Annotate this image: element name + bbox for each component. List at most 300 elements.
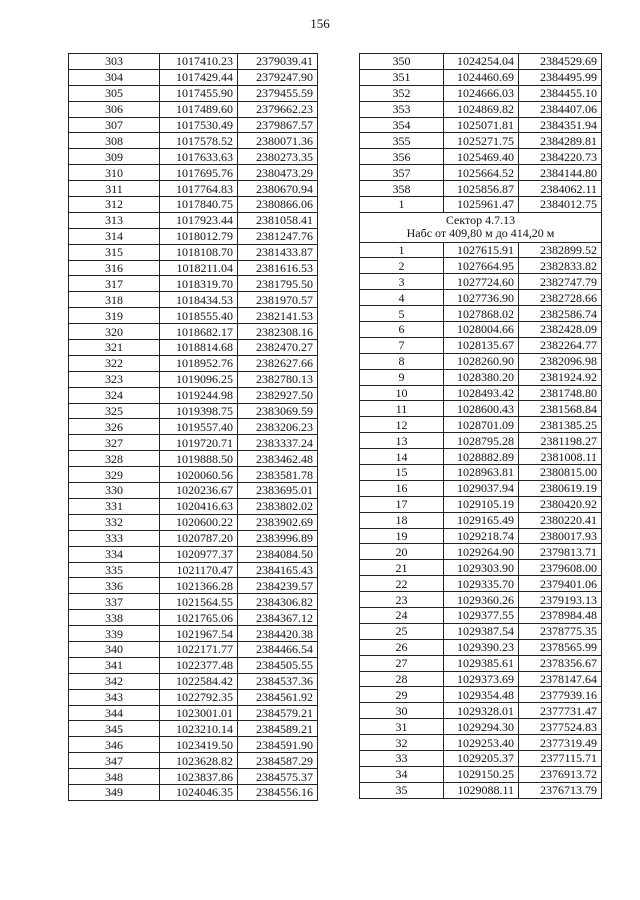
- table-row: [69, 514, 318, 530]
- point-number-cell: 345: [69, 721, 160, 737]
- point-number-cell: 327: [69, 435, 160, 451]
- y-coordinate-cell: 2379193.13: [519, 592, 602, 608]
- table-row: [69, 149, 318, 165]
- point-number-cell: 21: [360, 560, 444, 576]
- point-number-cell: 312: [69, 197, 160, 213]
- point-number-cell: 304: [69, 69, 160, 85]
- table-row: [360, 242, 602, 258]
- y-coordinate-cell: 2378565.99: [519, 639, 602, 655]
- y-coordinate-cell: 2383069.59: [238, 403, 318, 419]
- y-coordinate-cell: 2377319.49: [519, 735, 602, 751]
- sector-title: Сектор 4.7.13: [445, 213, 516, 228]
- y-coordinate-cell: 2384407.06: [519, 101, 602, 117]
- table-row: [69, 737, 318, 753]
- y-coordinate-cell: 2381008.11: [519, 449, 602, 465]
- table-row: [360, 496, 602, 512]
- x-coordinate-cell: 1029385.61: [444, 655, 519, 671]
- table-row: [360, 181, 602, 197]
- table-row: [69, 530, 318, 546]
- x-coordinate-cell: 1024869.82: [444, 101, 519, 117]
- point-number-cell: 346: [69, 737, 160, 753]
- x-coordinate-cell: 1029373.69: [444, 671, 519, 687]
- point-number-cell: 20: [360, 544, 444, 560]
- x-coordinate-cell: 1021765.06: [160, 610, 238, 626]
- point-number-cell: 12: [360, 417, 444, 433]
- table-row: [360, 385, 602, 401]
- table-row: [69, 562, 318, 578]
- y-coordinate-cell: 2384505.55: [238, 657, 318, 673]
- point-number-cell: 15: [360, 464, 444, 480]
- point-number-cell: 8: [360, 353, 444, 369]
- x-coordinate-cell: 1020600.22: [160, 514, 238, 530]
- y-coordinate-cell: 2382833.82: [519, 258, 602, 274]
- left-coordinates-table: [68, 53, 318, 801]
- x-coordinate-cell: 1020060.56: [160, 467, 238, 483]
- point-number-cell: 13: [360, 433, 444, 449]
- y-coordinate-cell: 2381795.50: [238, 276, 318, 292]
- table-row: [360, 512, 602, 528]
- y-coordinate-cell: 2384306.82: [238, 594, 318, 610]
- x-coordinate-cell: 1029037.94: [444, 480, 519, 496]
- x-coordinate-cell: 1027615.91: [444, 242, 519, 258]
- y-coordinate-cell: 2384495.99: [519, 69, 602, 85]
- y-coordinate-cell: 2379608.00: [519, 560, 602, 576]
- y-coordinate-cell: 2382428.09: [519, 321, 602, 337]
- table-row: [360, 337, 602, 353]
- x-coordinate-cell: 1028963.81: [444, 464, 519, 480]
- table-row: [69, 403, 318, 419]
- x-coordinate-cell: 1019557.40: [160, 419, 238, 435]
- x-coordinate-cell: 1025856.87: [444, 181, 519, 197]
- point-number-cell: 313: [69, 212, 160, 228]
- table-row: [360, 290, 602, 306]
- point-number-cell: 352: [360, 85, 444, 101]
- point-number-cell: 14: [360, 449, 444, 465]
- table-row: [360, 687, 602, 703]
- table-row: [360, 703, 602, 719]
- x-coordinate-cell: 1021564.55: [160, 594, 238, 610]
- table-row: [360, 165, 602, 181]
- point-number-cell: 320: [69, 324, 160, 340]
- y-coordinate-cell: 2384420.38: [238, 626, 318, 642]
- point-number-cell: 24: [360, 607, 444, 623]
- y-coordinate-cell: 2382780.13: [238, 371, 318, 387]
- table-row: [69, 308, 318, 324]
- table-row: [360, 782, 602, 798]
- x-coordinate-cell: 1017764.83: [160, 181, 238, 197]
- point-number-cell: 23: [360, 592, 444, 608]
- x-coordinate-cell: 1019888.50: [160, 451, 238, 467]
- x-coordinate-cell: 1025071.81: [444, 117, 519, 133]
- table-row: [69, 355, 318, 371]
- point-number-cell: 307: [69, 117, 160, 133]
- point-number-cell: 316: [69, 260, 160, 276]
- point-number-cell: 357: [360, 165, 444, 181]
- x-coordinate-cell: 1023210.14: [160, 721, 238, 737]
- point-number-cell: 34: [360, 766, 444, 782]
- y-coordinate-cell: 2383206.23: [238, 419, 318, 435]
- point-number-cell: 358: [360, 181, 444, 197]
- point-number-cell: 314: [69, 228, 160, 244]
- point-number-cell: 28: [360, 671, 444, 687]
- y-coordinate-cell: 2382728.66: [519, 290, 602, 306]
- y-coordinate-cell: 2379039.41: [238, 54, 318, 70]
- x-coordinate-cell: 1027664.95: [444, 258, 519, 274]
- x-coordinate-cell: 1029294.30: [444, 719, 519, 735]
- point-number-cell: 333: [69, 530, 160, 546]
- y-coordinate-cell: 2384575.37: [238, 769, 318, 785]
- table-row: [69, 641, 318, 657]
- y-coordinate-cell: 2382586.74: [519, 306, 602, 322]
- x-coordinate-cell: 1029335.70: [444, 576, 519, 592]
- table-row: [360, 560, 602, 576]
- point-number-cell: 319: [69, 308, 160, 324]
- table-row: [360, 306, 602, 322]
- y-coordinate-cell: 2383996.89: [238, 530, 318, 546]
- y-coordinate-cell: 2377731.47: [519, 703, 602, 719]
- x-coordinate-cell: 1029354.48: [444, 687, 519, 703]
- y-coordinate-cell: 2377524.83: [519, 719, 602, 735]
- y-coordinate-cell: 2384239.57: [238, 578, 318, 594]
- point-number-cell: 7: [360, 337, 444, 353]
- table-row: [69, 387, 318, 403]
- y-coordinate-cell: 2384466.54: [238, 641, 318, 657]
- point-number-cell: 350: [360, 54, 444, 70]
- y-coordinate-cell: 2378775.35: [519, 623, 602, 639]
- x-coordinate-cell: 1024254.04: [444, 54, 519, 70]
- table-row: [360, 85, 602, 101]
- y-coordinate-cell: 2384220.73: [519, 149, 602, 165]
- point-number-cell: 25: [360, 623, 444, 639]
- table-row: [360, 369, 602, 385]
- x-coordinate-cell: 1029150.25: [444, 766, 519, 782]
- x-coordinate-cell: 1029205.37: [444, 751, 519, 767]
- table-row: [69, 784, 318, 800]
- x-coordinate-cell: 1029387.54: [444, 623, 519, 639]
- x-coordinate-cell: 1028701.09: [444, 417, 519, 433]
- x-coordinate-cell: 1028493.42: [444, 385, 519, 401]
- x-coordinate-cell: 1018012.79: [160, 228, 238, 244]
- point-number-cell: 323: [69, 371, 160, 387]
- table-row: [360, 69, 602, 85]
- x-coordinate-cell: 1024046.35: [160, 784, 238, 800]
- x-coordinate-cell: 1023628.82: [160, 753, 238, 769]
- x-coordinate-cell: 1029377.55: [444, 607, 519, 623]
- point-number-cell: 331: [69, 498, 160, 514]
- table-row: [69, 451, 318, 467]
- point-number-cell: 306: [69, 101, 160, 117]
- table-row: [69, 594, 318, 610]
- point-number-cell: 308: [69, 133, 160, 149]
- table-row: [69, 689, 318, 705]
- point-number-cell: 9: [360, 369, 444, 385]
- y-coordinate-cell: 2384579.21: [238, 705, 318, 721]
- table-row: [360, 401, 602, 417]
- y-coordinate-cell: 2384165.43: [238, 562, 318, 578]
- x-coordinate-cell: 1019720.71: [160, 435, 238, 451]
- table-row: [69, 705, 318, 721]
- x-coordinate-cell: 1027736.90: [444, 290, 519, 306]
- y-coordinate-cell: 2382627.66: [238, 355, 318, 371]
- y-coordinate-cell: 2381970.57: [238, 292, 318, 308]
- point-number-cell: 351: [360, 69, 444, 85]
- y-coordinate-cell: 2383462.48: [238, 451, 318, 467]
- point-number-cell: 322: [69, 355, 160, 371]
- table-row: [360, 417, 602, 433]
- x-coordinate-cell: 1029303.90: [444, 560, 519, 576]
- x-coordinate-cell: 1029328.01: [444, 703, 519, 719]
- point-number-cell: 10: [360, 385, 444, 401]
- table-row: [69, 165, 318, 181]
- table-row: [360, 639, 602, 655]
- table-row: [360, 258, 602, 274]
- y-coordinate-cell: 2384556.16: [238, 784, 318, 800]
- y-coordinate-cell: 2382470.27: [238, 340, 318, 356]
- x-coordinate-cell: 1017530.49: [160, 117, 238, 133]
- table-row: [360, 101, 602, 117]
- y-coordinate-cell: 2384455.10: [519, 85, 602, 101]
- table-row: [69, 181, 318, 197]
- point-number-cell: 6: [360, 321, 444, 337]
- point-number-cell: 303: [69, 54, 160, 70]
- table-row: [69, 228, 318, 244]
- table-row: [360, 321, 602, 337]
- y-coordinate-cell: 2384591.90: [238, 737, 318, 753]
- x-coordinate-cell: 1018682.17: [160, 324, 238, 340]
- x-coordinate-cell: 1017455.90: [160, 85, 238, 101]
- point-number-cell: 315: [69, 244, 160, 260]
- point-number-cell: 11: [360, 401, 444, 417]
- point-number-cell: 328: [69, 451, 160, 467]
- table-row: [69, 578, 318, 594]
- table-row: [69, 610, 318, 626]
- point-number-cell: 336: [69, 578, 160, 594]
- table-row: [69, 244, 318, 260]
- y-coordinate-cell: 2380866.06: [238, 197, 318, 213]
- table-row: [69, 276, 318, 292]
- table-row: [69, 753, 318, 769]
- y-coordinate-cell: 2380273.35: [238, 149, 318, 165]
- x-coordinate-cell: 1020787.20: [160, 530, 238, 546]
- point-number-cell: 305: [69, 85, 160, 101]
- table-row: [360, 433, 602, 449]
- point-number-cell: 338: [69, 610, 160, 626]
- table-row: [69, 419, 318, 435]
- point-number-cell: 321: [69, 340, 160, 356]
- table-row: [360, 464, 602, 480]
- point-number-cell: 335: [69, 562, 160, 578]
- table-row: [360, 751, 602, 767]
- y-coordinate-cell: 2384012.75: [519, 197, 602, 213]
- y-coordinate-cell: 2382747.79: [519, 274, 602, 290]
- table-row: [69, 133, 318, 149]
- x-coordinate-cell: 1028135.67: [444, 337, 519, 353]
- x-coordinate-cell: 1023419.50: [160, 737, 238, 753]
- page-number: 156: [310, 16, 330, 31]
- point-number-cell: 16: [360, 480, 444, 496]
- x-coordinate-cell: 1025961.47: [444, 197, 519, 213]
- point-number-cell: 3: [360, 274, 444, 290]
- table-row: [360, 149, 602, 165]
- table-row: [69, 54, 318, 70]
- x-coordinate-cell: 1022584.42: [160, 673, 238, 689]
- table-row: [360, 671, 602, 687]
- table-row: [69, 626, 318, 642]
- table-row: [69, 483, 318, 499]
- x-coordinate-cell: 1018319.70: [160, 276, 238, 292]
- x-coordinate-cell: 1025469.40: [444, 149, 519, 165]
- y-coordinate-cell: 2384561.92: [238, 689, 318, 705]
- y-coordinate-cell: 2380071.36: [238, 133, 318, 149]
- x-coordinate-cell: 1017410.23: [160, 54, 238, 70]
- y-coordinate-cell: 2378984.48: [519, 607, 602, 623]
- point-number-cell: 356: [360, 149, 444, 165]
- x-coordinate-cell: 1018952.76: [160, 355, 238, 371]
- point-number-cell: 347: [69, 753, 160, 769]
- y-coordinate-cell: 2383802.02: [238, 498, 318, 514]
- point-number-cell: 355: [360, 133, 444, 149]
- point-number-cell: 318: [69, 292, 160, 308]
- x-coordinate-cell: 1028600.43: [444, 401, 519, 417]
- x-coordinate-cell: 1028260.90: [444, 353, 519, 369]
- point-number-cell: 19: [360, 528, 444, 544]
- x-coordinate-cell: 1025271.75: [444, 133, 519, 149]
- x-coordinate-cell: 1027868.02: [444, 306, 519, 322]
- y-coordinate-cell: 2384289.81: [519, 133, 602, 149]
- table-row: [360, 449, 602, 465]
- table-row: [360, 528, 602, 544]
- x-coordinate-cell: 1025664.52: [444, 165, 519, 181]
- table-row: [69, 657, 318, 673]
- point-number-cell: 31: [360, 719, 444, 735]
- y-coordinate-cell: 2384062.11: [519, 181, 602, 197]
- y-coordinate-cell: 2379247.90: [238, 69, 318, 85]
- x-coordinate-cell: 1029105.19: [444, 496, 519, 512]
- y-coordinate-cell: 2381433.87: [238, 244, 318, 260]
- x-coordinate-cell: 1017923.44: [160, 212, 238, 228]
- table-row: [360, 623, 602, 639]
- point-number-cell: 332: [69, 514, 160, 530]
- x-coordinate-cell: 1017840.75: [160, 197, 238, 213]
- x-coordinate-cell: 1029264.90: [444, 544, 519, 560]
- x-coordinate-cell: 1017695.76: [160, 165, 238, 181]
- x-coordinate-cell: 1027724.60: [444, 274, 519, 290]
- point-number-cell: 311: [69, 181, 160, 197]
- y-coordinate-cell: 2381247.76: [238, 228, 318, 244]
- y-coordinate-cell: 2380619.19: [519, 480, 602, 496]
- y-coordinate-cell: 2382308.16: [238, 324, 318, 340]
- x-coordinate-cell: 1020977.37: [160, 546, 238, 562]
- table-row: [69, 546, 318, 562]
- point-number-cell: 349: [69, 784, 160, 800]
- x-coordinate-cell: 1028004.66: [444, 321, 519, 337]
- x-coordinate-cell: 1023001.01: [160, 705, 238, 721]
- y-coordinate-cell: 2380815.00: [519, 464, 602, 480]
- point-number-cell: 5: [360, 306, 444, 322]
- x-coordinate-cell: 1021967.54: [160, 626, 238, 642]
- point-number-cell: 1: [360, 197, 444, 213]
- y-coordinate-cell: 2381924.92: [519, 369, 602, 385]
- y-coordinate-cell: 2382927.50: [238, 387, 318, 403]
- y-coordinate-cell: 2382141.53: [238, 308, 318, 324]
- y-coordinate-cell: 2381198.27: [519, 433, 602, 449]
- point-number-cell: 22: [360, 576, 444, 592]
- table-row: [69, 769, 318, 785]
- point-number-cell: 317: [69, 276, 160, 292]
- table-row: [360, 576, 602, 592]
- y-coordinate-cell: 2376913.72: [519, 766, 602, 782]
- point-number-cell: 2: [360, 258, 444, 274]
- x-coordinate-cell: 1023837.86: [160, 769, 238, 785]
- y-coordinate-cell: 2380670.94: [238, 181, 318, 197]
- point-number-cell: 4: [360, 290, 444, 306]
- y-coordinate-cell: 2384084.50: [238, 546, 318, 562]
- x-coordinate-cell: 1022377.48: [160, 657, 238, 673]
- table-row: [69, 467, 318, 483]
- table-row: [69, 371, 318, 387]
- point-number-cell: 310: [69, 165, 160, 181]
- table-row: [360, 353, 602, 369]
- point-number-cell: 33: [360, 751, 444, 767]
- x-coordinate-cell: 1024666.03: [444, 85, 519, 101]
- x-coordinate-cell: 1019096.25: [160, 371, 238, 387]
- y-coordinate-cell: 2379455.59: [238, 85, 318, 101]
- x-coordinate-cell: 1022792.35: [160, 689, 238, 705]
- table-row: [69, 101, 318, 117]
- y-coordinate-cell: 2377939.16: [519, 687, 602, 703]
- point-number-cell: 324: [69, 387, 160, 403]
- table-row: [360, 735, 602, 751]
- point-number-cell: 18: [360, 512, 444, 528]
- point-number-cell: 32: [360, 735, 444, 751]
- x-coordinate-cell: 1028795.28: [444, 433, 519, 449]
- x-coordinate-cell: 1024460.69: [444, 69, 519, 85]
- point-number-cell: 334: [69, 546, 160, 562]
- table-row: [360, 274, 602, 290]
- point-number-cell: 344: [69, 705, 160, 721]
- x-coordinate-cell: 1029253.40: [444, 735, 519, 751]
- y-coordinate-cell: 2382096.98: [519, 353, 602, 369]
- right-coordinates-table: [359, 53, 602, 799]
- x-coordinate-cell: 1029088.11: [444, 782, 519, 798]
- table-row: [360, 655, 602, 671]
- table-row: [360, 719, 602, 735]
- x-coordinate-cell: 1029218.74: [444, 528, 519, 544]
- table-row: [69, 324, 318, 340]
- y-coordinate-cell: 2384529.69: [519, 54, 602, 70]
- x-coordinate-cell: 1021170.47: [160, 562, 238, 578]
- x-coordinate-cell: 1022171.77: [160, 641, 238, 657]
- table-row: [69, 69, 318, 85]
- table-row: [69, 435, 318, 451]
- x-coordinate-cell: 1018814.68: [160, 340, 238, 356]
- table-row: [360, 133, 602, 149]
- y-coordinate-cell: 2378147.64: [519, 671, 602, 687]
- point-number-cell: 340: [69, 641, 160, 657]
- y-coordinate-cell: 2377115.71: [519, 751, 602, 767]
- point-number-cell: 329: [69, 467, 160, 483]
- y-coordinate-cell: 2384589.21: [238, 721, 318, 737]
- x-coordinate-cell: 1020416.63: [160, 498, 238, 514]
- x-coordinate-cell: 1020236.67: [160, 483, 238, 499]
- y-coordinate-cell: 2384587.29: [238, 753, 318, 769]
- y-coordinate-cell: 2383902.69: [238, 514, 318, 530]
- sector-range: Набс от 409,80 м до 414,20 м: [406, 226, 555, 241]
- table-row: [360, 480, 602, 496]
- table-row: [360, 592, 602, 608]
- y-coordinate-cell: 2376713.79: [519, 782, 602, 798]
- x-coordinate-cell: 1018434.53: [160, 292, 238, 308]
